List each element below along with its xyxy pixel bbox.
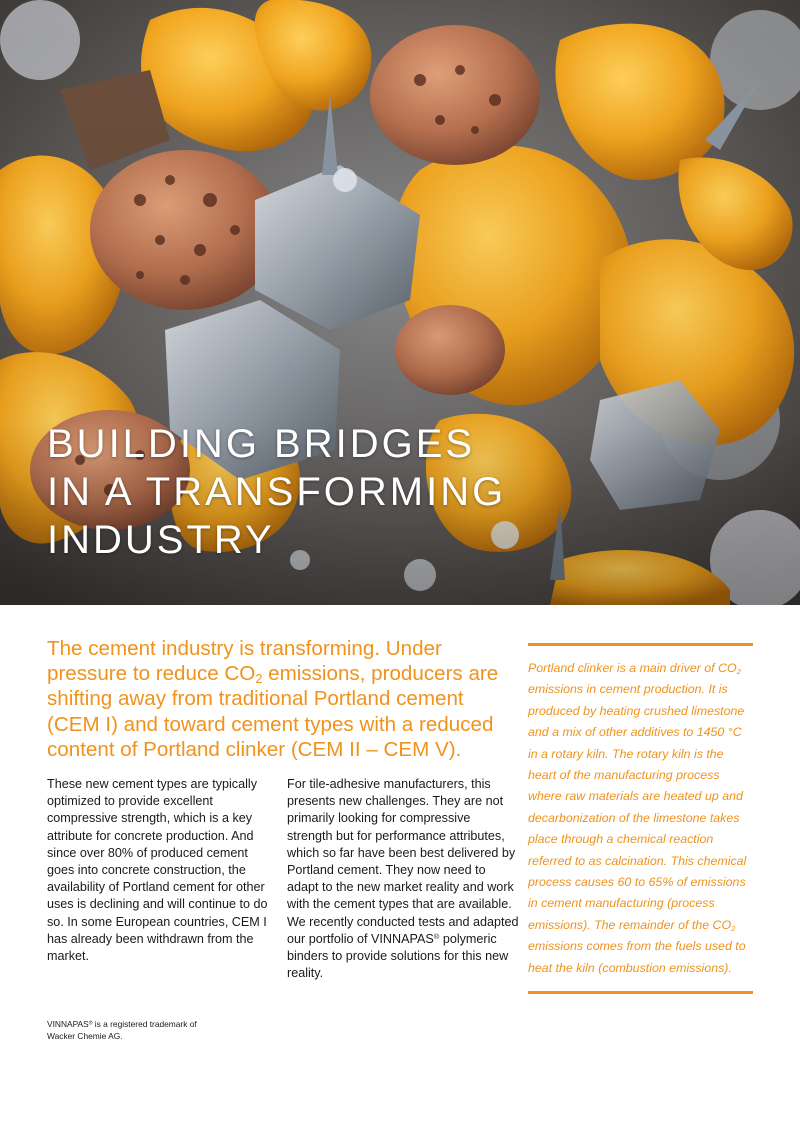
sidebar-subscript-2: 2 — [731, 923, 736, 933]
sidebar-subscript-1: 2 — [736, 666, 741, 676]
column2-text-2: polymeric binders to provide solutions for this new reality. — [287, 931, 509, 981]
sidebar-text — [528, 658, 753, 979]
trademark-footnote — [47, 1019, 207, 1042]
intro-subscript: 2 — [255, 671, 263, 687]
intro-text-2: emissions, producers are shifting away from traditional Portland cement (CEM I) and toward cement types with a reduced content of Portland clinker (CEM II – CEM V). — [47, 662, 499, 761]
intro-paragraph — [47, 636, 517, 762]
page-title — [47, 420, 506, 564]
footnote-registered-mark: ® — [88, 1020, 93, 1027]
title-line-3: INDUSTRY — [47, 518, 275, 562]
sidebar-text-3: emissions comes from the fuels used to heat the kiln (combustion emissions). — [528, 939, 746, 975]
sidebar-bottom-rule — [528, 991, 753, 994]
sidebar-text-2: emissions in cement production. It is produced by heating crushed limestone and a mix of other additives to 1450 °C in a rotary kiln. The rotary kiln is the heart of the manufacturing process where raw materials are heated up and decarbonization of the limestone takes place through a chemical reaction referred to as calcination. This chemical process causes 60 to 65% of emissions in cement manufacturing (process emissions). The remainder of the CO — [528, 682, 747, 932]
footnote-text-1: VINNAPAS — [47, 1019, 89, 1029]
sidebar-top-rule — [528, 643, 753, 646]
sidebar-callout — [528, 643, 753, 994]
footnote-text-2: is a registered trademark of Wacker Chemie AG. — [47, 1019, 197, 1041]
intro-text-1: The cement industry is transforming. Under pressure to reduce CO — [47, 637, 442, 686]
body-column-2 — [287, 776, 519, 982]
title-line-2: IN A TRANSFORMING — [47, 470, 507, 514]
title-line-1: BUILDING BRIDGES — [47, 422, 476, 466]
body-column-1: These new cement types are typically optimized to provide excellent compressive strength, which is a key attribute for concrete production. And since over 80% of produced cement goes into concrete construction, the availability of Portland cement for other uses is declining and will continue to do so. In some European countries, CEM I has already been withdrawn from the market. — [47, 777, 268, 964]
column2-text-1: For tile-adhesive manufacturers, this presents new challenges. They are not primarily looking for compressive strength but for performance attributes, which so far have been best delivered by Portland cement. They now need to adapt to the new market reality and work with the cement types that are available. We recently conducted tests and adapted our portfolio of VINNAPAS — [287, 777, 519, 946]
registered-mark: ® — [433, 932, 440, 942]
sidebar-text-1: Portland clinker is a main driver of CO — [528, 661, 737, 675]
